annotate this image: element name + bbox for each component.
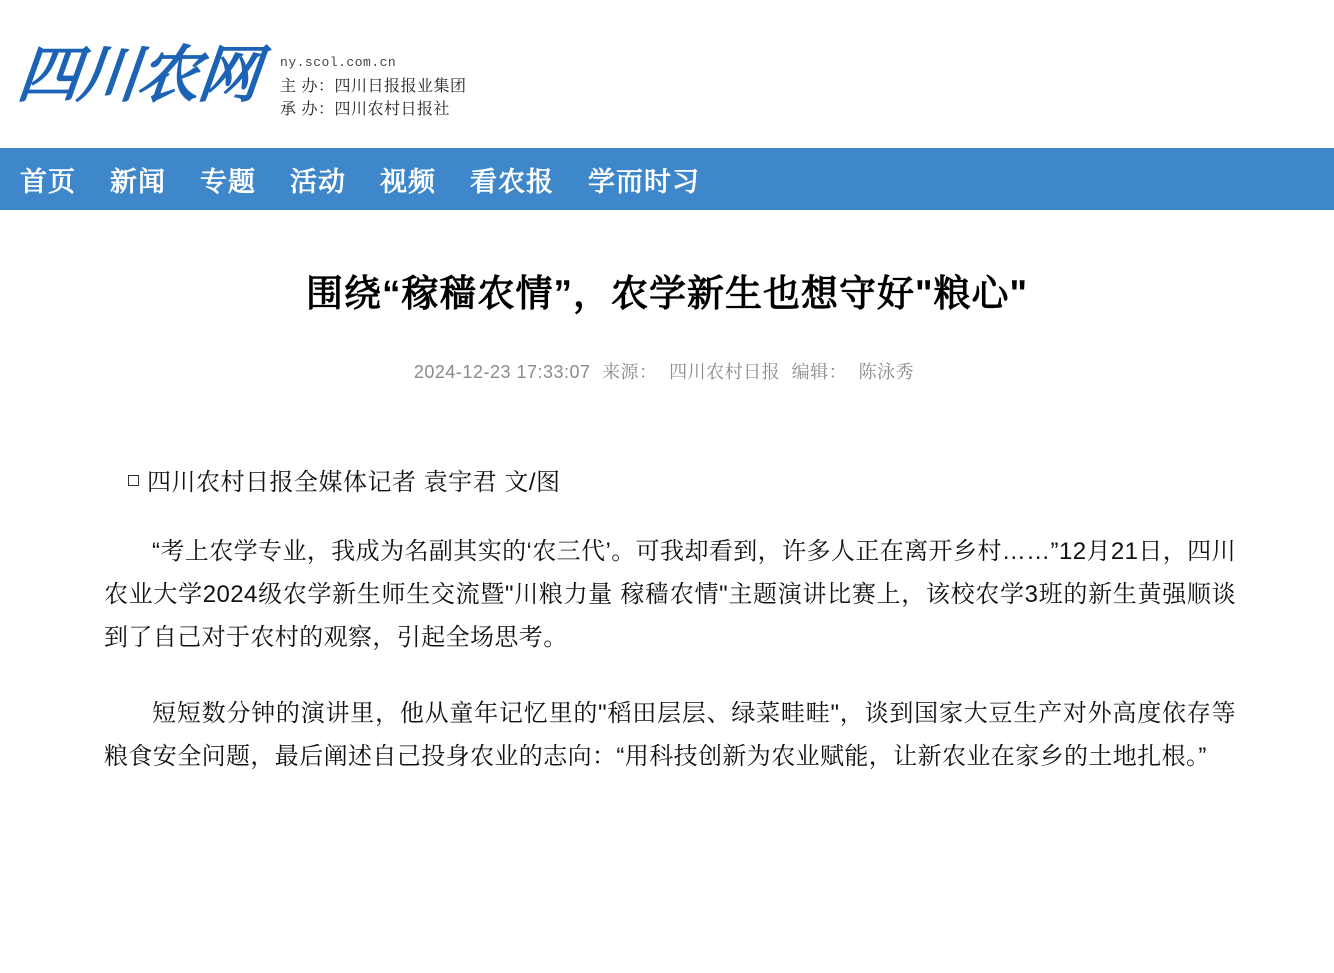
nav-item-video[interactable]: 视频 <box>380 166 436 197</box>
nav-item-home[interactable]: 首页 <box>20 166 76 197</box>
byline-marker-icon <box>128 475 139 486</box>
article-paragraph: 短短数分钟的演讲里，他从童年记忆里的"稻田层层、绿菜畦畦"，谈到国家大豆生产对外高度依存等粮食安全问题，最后阐述自己投身农业的志向：“用科技创新为农业赋能，让新农业在家乡的土地扎根。” <box>104 700 1236 770</box>
article-title: 围绕“稼穑农情”，农学新生也想守好"粮心" <box>305 273 1029 314</box>
article-paragraph: “考上农学专业，我成为名副其实的‘农三代’。可我却看到，许多人正在离开乡村……”12月21日，四川农业大学2024级农学新生师生交流暨"川粮力量 稼穑农情"主题演讲比赛上，该校农学3班的新生黄强顺谈到了自己对于农村的观察，引起全场思考。 <box>104 538 1236 651</box>
article-editor-label: 编辑： <box>791 362 848 383</box>
site-logo[interactable] <box>14 26 467 121</box>
site-masthead <box>0 0 1334 148</box>
article-datetime: 2024-12-23 17:33:07 <box>413 362 591 383</box>
article-byline <box>62 462 1272 497</box>
nav-item-news[interactable]: 新闻 <box>110 166 166 197</box>
byline-text: 四川农村日报全媒体记者 袁宇君 文/图 <box>147 469 561 497</box>
main-navigation[interactable] <box>0 148 1334 210</box>
site-logo-text: 四川农网 <box>14 38 262 112</box>
nav-item-read-paper[interactable]: 看农报 <box>470 166 554 197</box>
article-body <box>52 462 1282 779</box>
site-url: ny.scol.com.cn <box>280 55 397 71</box>
nav-item-activities[interactable]: 活动 <box>290 166 346 197</box>
site-sponsor: 主 办：四川日报报业集团 <box>280 78 467 96</box>
masthead-info <box>280 54 466 121</box>
nav-item-learning[interactable]: 学而时习 <box>588 166 700 197</box>
article-meta <box>40 358 1294 384</box>
nav-item-topics[interactable]: 专题 <box>200 166 256 197</box>
article-source: 四川农村日报 <box>669 362 781 383</box>
article-source-label: 来源： <box>602 362 658 383</box>
article-container <box>0 270 1334 779</box>
article-editor: 陈泳秀 <box>858 362 915 383</box>
site-publisher: 承 办：四川农村日报社 <box>280 101 450 119</box>
